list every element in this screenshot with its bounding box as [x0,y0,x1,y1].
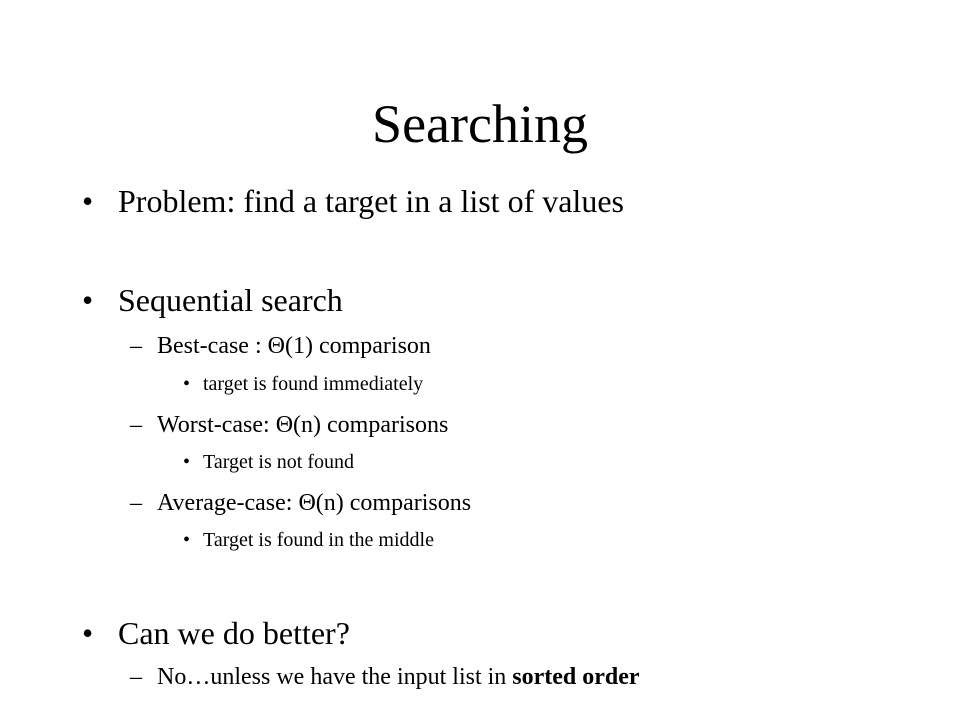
dash-marker: – [130,664,142,690]
sub-item-text: Worst-case: Θ(n) comparisons [157,412,449,438]
bullet-marker: • [82,282,94,318]
sub-item-average-case [130,488,830,518]
bullet-marker: • [183,451,191,473]
dash-marker: – [130,333,142,359]
sub-item-worst-case [130,410,830,440]
sub-sub-item-text: Target is not found [203,451,354,473]
bullet-item-can-we-do-better [82,613,882,653]
bullet-text: Can we do better? [118,615,350,651]
sub-sub-item-found-immediately [183,371,783,397]
sub-item-unless-sorted [130,662,890,692]
sub-item-text-prefix: No…unless we have the input list in [157,664,513,690]
slide-title: Searching [372,94,588,154]
bullet-marker: • [183,529,191,551]
bullet-marker: • [82,183,94,219]
dash-marker: – [130,412,142,438]
sub-sub-item-not-found [183,449,783,475]
sub-item-text: Average-case: Θ(n) comparisons [157,490,472,516]
sub-sub-item-found-middle [183,527,783,553]
sub-sub-item-text: Target is found in the middle [203,529,434,551]
bullet-item-problem [82,181,882,221]
sub-item-best-case [130,331,830,361]
bullet-text: Sequential search [118,282,343,318]
sub-sub-item-text: target is found immediately [203,373,424,395]
bullet-text: Problem: find a target in a list of values [118,183,624,219]
bullet-marker: • [183,373,191,395]
dash-marker: – [130,490,142,516]
sub-item-text [157,662,640,692]
bullet-marker: • [82,615,94,651]
sub-item-text: Best-case : Θ(1) comparison [157,333,431,359]
bullet-item-sequential-search [82,280,882,320]
emphasis-sorted-order: sorted order [512,664,640,690]
